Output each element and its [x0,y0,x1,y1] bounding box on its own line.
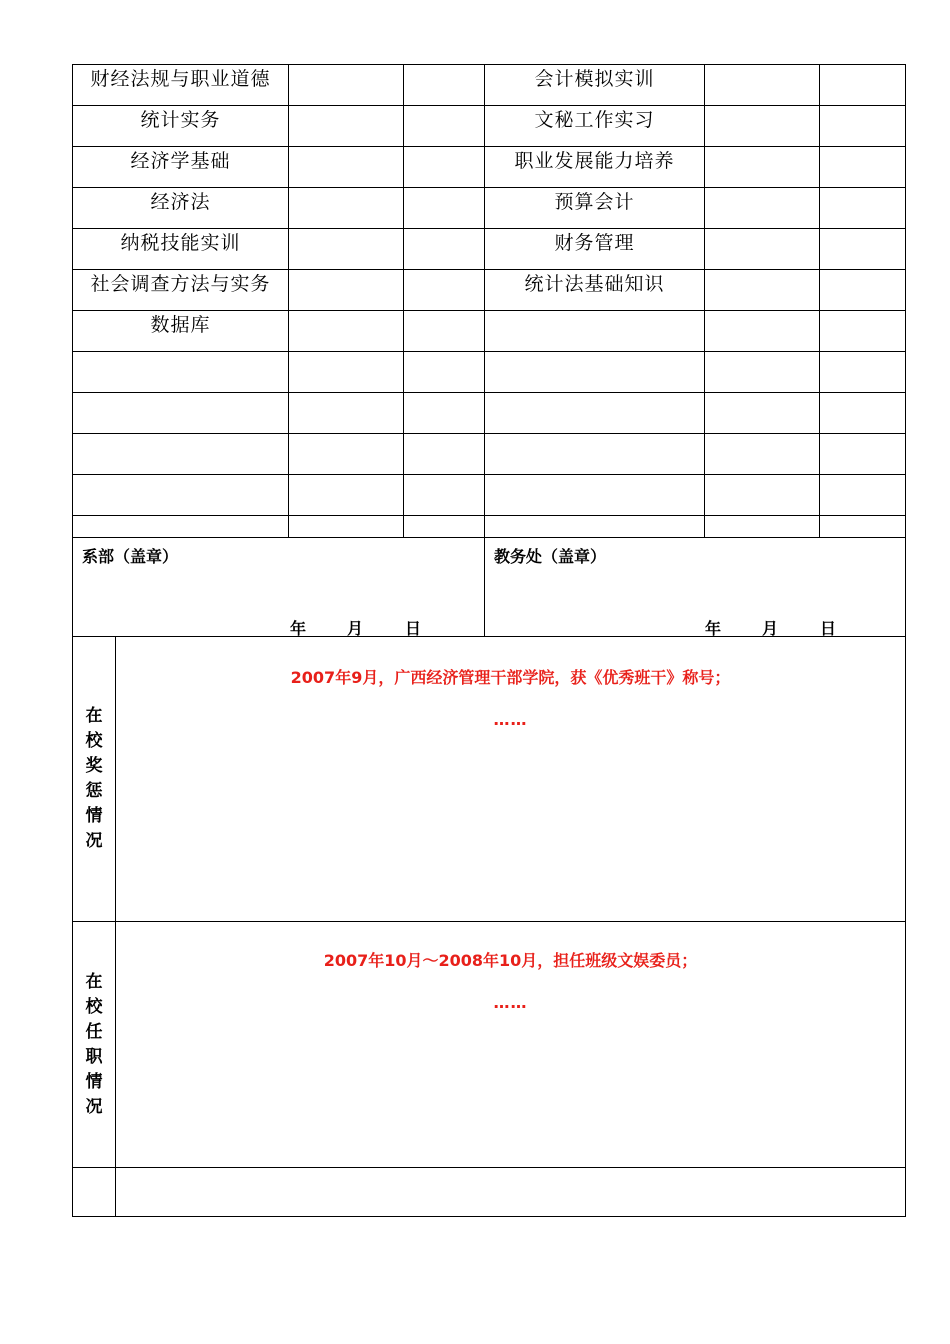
stamp-table [72,537,906,637]
spacer-cell [404,516,485,538]
course-note-left-cell [404,311,485,352]
course-score-left-cell [289,65,404,106]
course-note-right-cell [820,352,906,393]
dept-month-label: 月 [347,619,364,638]
awards-entry: 2007年9月，广西经济管理干部学院，获《优秀班干》称号； [290,668,731,687]
course-name-left-cell [73,229,289,270]
course-row [73,393,906,434]
course-name-right-cell [485,229,705,270]
course-name-right [485,475,704,513]
course-row-spacer [73,516,906,538]
course-score-left-cell [289,147,404,188]
record-table [72,636,906,1217]
course-name-left-cell [73,475,289,516]
awards-ellipsis: …… [493,710,528,729]
spacer-cell [485,516,705,538]
course-name-left-cell [73,270,289,311]
course-row [73,352,906,393]
office-stamp-label: 教务处（盖章） [494,547,607,566]
course-score-left-cell [289,188,404,229]
course-note-right-cell [820,106,906,147]
course-name-right-cell [485,475,705,516]
course-name-right: 职业发展能力培养 [514,150,675,172]
spacer-cell [73,516,289,538]
course-name-right: 文秘工作实习 [534,109,655,131]
course-row [73,270,906,311]
positions-label-cell [73,922,116,1168]
course-name-right [485,352,704,390]
course-row [73,475,906,516]
course-row [73,147,906,188]
awards-content-cell [116,637,906,922]
course-name-right-cell [485,147,705,188]
course-name-left [73,434,288,472]
course-name-left-cell [73,65,289,106]
course-row [73,65,906,106]
course-name-left: 社会调查方法与实务 [90,273,271,295]
course-note-left-cell [404,434,485,475]
course-score-right-cell [705,352,820,393]
course-name-left-cell [73,311,289,352]
course-name-right: 统计法基础知识 [524,273,665,295]
course-note-right-cell [820,311,906,352]
course-score-right-cell [705,147,820,188]
positions-content-cell [116,922,906,1168]
positions-label: 在 校 任 职 情 况 [85,971,103,1117]
course-name-right-cell [485,311,705,352]
transcript-form [72,64,905,1217]
course-score-right-cell [705,434,820,475]
course-row [73,311,906,352]
course-note-left-cell [404,188,485,229]
spacer-cell [820,516,906,538]
course-note-left-cell [404,229,485,270]
course-name-right-cell [485,65,705,106]
course-name-right-cell [485,352,705,393]
course-row [73,229,906,270]
course-row [73,106,906,147]
course-name-left: 经济学基础 [130,150,231,172]
course-score-left-cell [289,434,404,475]
course-row [73,434,906,475]
course-name-left [73,352,288,390]
course-score-right-cell [705,270,820,311]
course-note-right-cell [820,229,906,270]
dept-year-label: 年 [290,619,307,638]
course-score-right-cell [705,106,820,147]
course-name-left: 财经法规与职业道德 [90,68,271,90]
course-score-right-cell [705,393,820,434]
course-note-right-cell [820,147,906,188]
course-name-left-cell [73,106,289,147]
course-name-left: 统计实务 [140,109,221,131]
course-score-left-cell [289,270,404,311]
dept-stamp-cell [73,538,485,637]
course-score-right-cell [705,475,820,516]
course-name-right-cell [485,188,705,229]
course-name-left-cell [73,434,289,475]
course-name-left: 数据库 [150,314,211,336]
course-note-left-cell [404,352,485,393]
office-year-label: 年 [705,619,722,638]
blank-label-cell [73,1168,116,1217]
course-name-right-cell [485,393,705,434]
course-note-left-cell [404,393,485,434]
course-name-right-cell [485,434,705,475]
course-score-left-cell [289,393,404,434]
course-note-right-cell [820,393,906,434]
course-score-left-cell [289,106,404,147]
course-name-left-cell [73,352,289,393]
course-name-right [485,311,704,349]
course-note-right-cell [820,434,906,475]
office-month-label: 月 [762,619,779,638]
course-name-right-cell [485,106,705,147]
course-name-left-cell [73,147,289,188]
course-name-left-cell [73,188,289,229]
course-note-right-cell [820,475,906,516]
course-note-right-cell [820,270,906,311]
course-name-right: 预算会计 [554,191,635,213]
course-note-left-cell [404,475,485,516]
awards-label-cell [73,637,116,922]
course-note-left-cell [404,106,485,147]
office-stamp-cell [485,538,906,637]
awards-label: 在 校 奖 惩 情 况 [85,706,103,851]
course-name-left-cell [73,393,289,434]
course-note-left-cell [404,270,485,311]
course-note-left-cell [404,147,485,188]
course-score-right-cell [705,229,820,270]
course-name-left [73,475,288,513]
course-score-left-cell [289,311,404,352]
spacer-cell [289,516,404,538]
course-name-left: 经济法 [150,191,211,213]
course-note-left-cell [404,65,485,106]
spacer-cell [705,516,820,538]
course-score-right-cell [705,65,820,106]
course-note-right-cell [820,188,906,229]
positions-ellipsis: …… [493,993,528,1012]
office-day-label: 日 [820,619,837,638]
course-name-left [73,393,288,431]
dept-stamp-label: 系部（盖章） [82,547,179,566]
course-name-right-cell [485,270,705,311]
course-row [73,188,906,229]
course-name-right [485,434,704,472]
dept-day-label: 日 [405,619,422,638]
course-name-right: 财务管理 [554,232,635,254]
course-score-left-cell [289,475,404,516]
course-score-left-cell [289,229,404,270]
course-name-left: 纳税技能实训 [120,232,241,254]
blank-content-cell [116,1168,906,1217]
course-score-right-cell [705,188,820,229]
course-table [72,64,906,538]
course-name-right: 会计模拟实训 [534,68,655,90]
course-score-right-cell [705,311,820,352]
course-name-right [485,393,704,431]
course-score-left-cell [289,352,404,393]
positions-entry: 2007年10月～2008年10月，担任班级文娱委员； [323,951,698,970]
course-note-right-cell [820,65,906,106]
